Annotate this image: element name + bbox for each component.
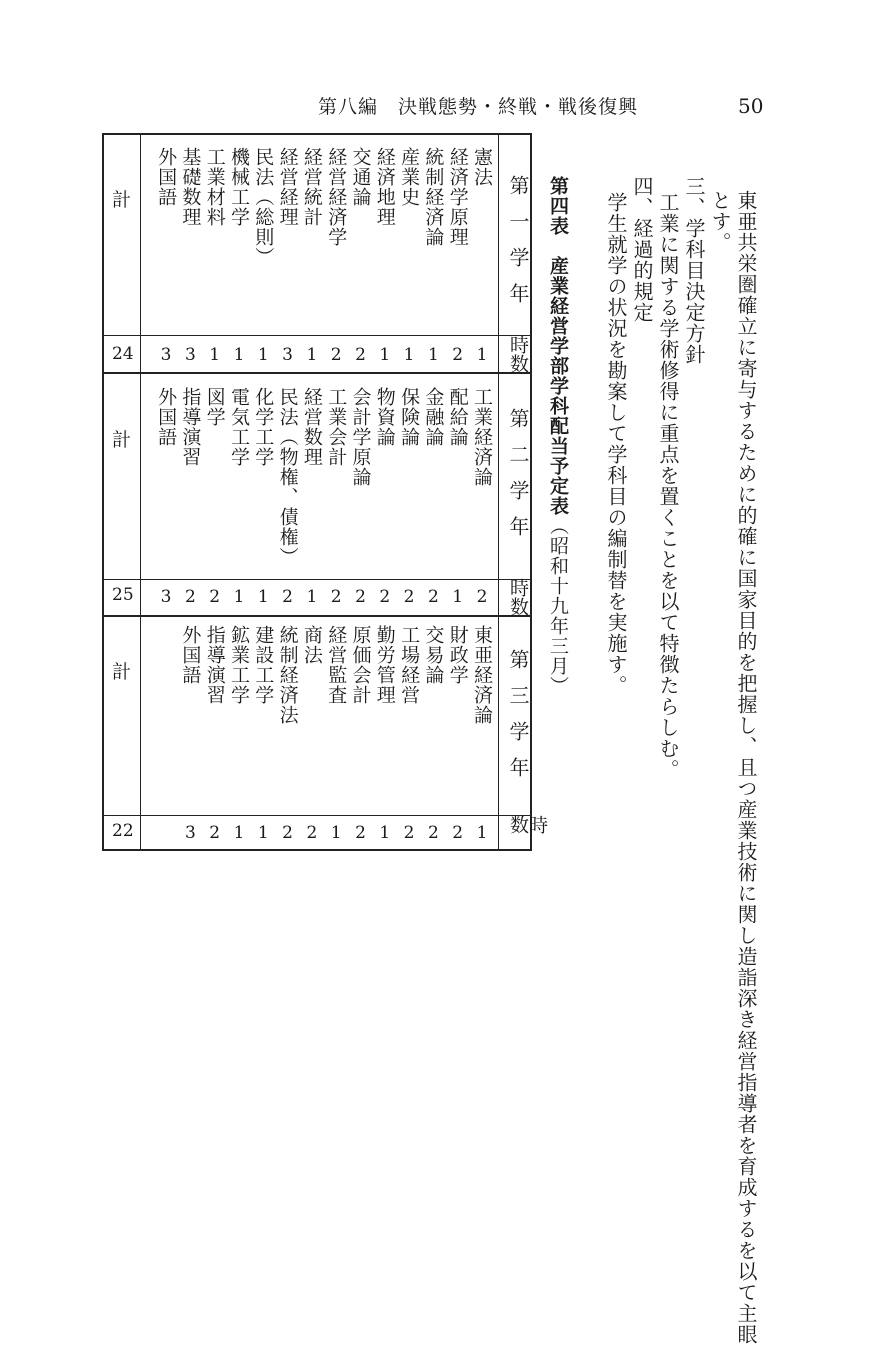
hours-cell: 1 xyxy=(233,587,245,607)
hours-cell: 3 xyxy=(160,345,172,365)
hours-label: 時数 xyxy=(507,335,529,373)
running-header: 第八編 決戦態勢・終戦・戦後復興 xyxy=(318,96,639,118)
subject-cell: 産業史 xyxy=(398,147,421,207)
hours-cell: 1 xyxy=(379,823,391,843)
subject-cell: 民法（物権、債権） xyxy=(276,387,299,567)
table-title xyxy=(548,176,567,696)
subject-cell: 財政学 xyxy=(446,625,469,685)
hours-cell: 2 xyxy=(282,587,293,607)
subject-cell: 経営数理 xyxy=(300,387,323,467)
hours-label: 時数 xyxy=(507,578,529,616)
hours-cell: 3 xyxy=(184,823,196,843)
subject-cell: 憲法 xyxy=(471,147,493,187)
hours-cell: 2 xyxy=(452,345,464,365)
hours-cell: 2 xyxy=(427,587,439,607)
hours-cell: 2 xyxy=(355,587,366,607)
table-title-date: （昭和十九年三月） xyxy=(547,516,569,696)
hours-cell: 2 xyxy=(355,823,366,843)
body-text-line: とす。 xyxy=(708,190,732,253)
subject-cell: 経営経済学 xyxy=(325,147,348,247)
hours-cell: 2 xyxy=(209,587,221,607)
subject-cell: 勤労管理 xyxy=(373,625,396,705)
subject-cell: 指導演習 xyxy=(203,625,226,705)
hours-cell: 3 xyxy=(282,345,293,365)
hours-cell: 2 xyxy=(282,823,293,843)
hours-cell: 1 xyxy=(257,587,269,607)
hours-cell: 2 xyxy=(476,587,488,607)
hours-cell: 1 xyxy=(209,345,221,365)
subject-cell: 鉱業工学 xyxy=(228,625,250,705)
row-divider xyxy=(104,815,530,816)
hours-cell: 1 xyxy=(257,823,269,843)
subject-cell: 化学工学 xyxy=(252,387,275,467)
row-divider xyxy=(104,335,530,336)
total-value: 25 xyxy=(112,585,134,605)
hours-cell: 2 xyxy=(403,587,415,607)
subject-cell: 機械工学 xyxy=(228,147,250,227)
subject-cell: 経営統計 xyxy=(300,147,323,227)
hours-label: 時数 xyxy=(507,815,548,834)
section-heading: 三、学科目決定方針 xyxy=(682,176,706,365)
subject-cell: 金融論 xyxy=(422,387,445,447)
subject-cell: 基礎数理 xyxy=(179,147,202,227)
subject-cell: 外国語 xyxy=(179,625,202,685)
hours-cell: 2 xyxy=(355,345,366,365)
subject-cell: 経済地理 xyxy=(373,147,396,227)
subject-cell: 指導演習 xyxy=(179,387,202,467)
subject-cell: 電気工学 xyxy=(228,387,250,467)
row-divider xyxy=(104,579,530,580)
subject-cell: 工業経済論 xyxy=(471,387,493,487)
hours-cell: 2 xyxy=(184,587,196,607)
hours-cell: 1 xyxy=(306,345,318,365)
body-text-line: 東亜共栄圏確立に寄与するために的確に国家目的を把握し、且つ産業技術に関し造詣深き経営指導者を育成するを以て主眼 xyxy=(734,190,758,1345)
subject-cell: 外国語 xyxy=(155,387,178,447)
total-value: 24 xyxy=(112,344,134,364)
subject-cell: 統制経済論 xyxy=(422,147,445,247)
subject-cell: 図学 xyxy=(203,387,226,427)
hours-cell: 3 xyxy=(160,587,172,607)
hours-cell: 1 xyxy=(427,345,439,365)
subject-cell: 民法（総則） xyxy=(252,147,275,267)
hours-cell: 1 xyxy=(306,587,318,607)
column-divider xyxy=(140,135,141,849)
subject-cell: 交通論 xyxy=(349,147,372,207)
subject-cell: 原価会計 xyxy=(349,625,372,705)
subject-cell: 工場経営 xyxy=(398,625,421,705)
subject-cell: 経営監査 xyxy=(325,625,348,705)
subject-cell: 経営経理 xyxy=(276,147,299,227)
hours-cell: 2 xyxy=(306,823,318,843)
hours-cell: 1 xyxy=(476,823,488,843)
subject-cell: 工業材料 xyxy=(203,147,226,227)
hours-cell: 2 xyxy=(209,823,221,843)
hours-cell: 1 xyxy=(452,587,464,607)
group-divider xyxy=(104,615,530,617)
hours-cell: 1 xyxy=(330,823,342,843)
subject-cell: 交易論 xyxy=(422,625,445,685)
subject-cell: 建設工学 xyxy=(252,625,275,705)
subject-cell: 統制経済法 xyxy=(276,625,299,725)
curriculum-table xyxy=(102,133,548,851)
hours-cell: 2 xyxy=(403,823,415,843)
section-heading: 四、経過的規定 xyxy=(630,176,654,323)
subject-cell: 東亜経済論 xyxy=(471,625,493,725)
column-divider xyxy=(498,135,499,849)
total-label: 計 xyxy=(112,189,132,211)
body-text-line: 学生就学の状況を勘案して学科目の編制替を実施す。 xyxy=(604,192,628,696)
body-text-line: 工業に関する学術修得に重点を置くことを以て特徴たらしむ。 xyxy=(656,192,680,780)
group-header-year1: 第一学年 xyxy=(506,175,530,319)
hours-cell: 2 xyxy=(330,587,342,607)
total-label: 計 xyxy=(112,661,132,683)
hours-cell: 1 xyxy=(403,345,415,365)
table-title-main: 第四表 産業経営学部学科配当予定表 xyxy=(547,176,569,516)
group-header-year3: 第三学年 xyxy=(506,649,530,793)
subject-cell: 会計学原論 xyxy=(349,387,372,487)
hours-cell: 2 xyxy=(330,345,342,365)
hours-cell: 1 xyxy=(233,345,245,365)
page-number: 50 xyxy=(738,94,764,118)
hours-cell: 1 xyxy=(233,823,245,843)
subject-cell: 商法 xyxy=(300,625,323,665)
total-value: 22 xyxy=(112,821,134,841)
hours-cell: 1 xyxy=(257,345,269,365)
hours-cell: 2 xyxy=(379,587,391,607)
subject-cell: 物資論 xyxy=(373,387,396,447)
subject-cell: 経済学原理 xyxy=(446,147,469,247)
subject-cell: 外国語 xyxy=(155,147,178,207)
hours-cell: 2 xyxy=(452,823,464,843)
hours-cell: 1 xyxy=(379,345,391,365)
hours-cell: 3 xyxy=(184,345,196,365)
subject-cell: 配給論 xyxy=(446,387,469,447)
hours-cell: 1 xyxy=(476,345,488,365)
total-label: 計 xyxy=(112,429,132,451)
group-divider xyxy=(104,372,530,374)
group-header-year2: 第二学年 xyxy=(506,408,530,552)
hours-cell: 2 xyxy=(427,823,439,843)
subject-cell: 保険論 xyxy=(398,387,421,447)
subject-cell: 工業会計 xyxy=(325,387,348,467)
